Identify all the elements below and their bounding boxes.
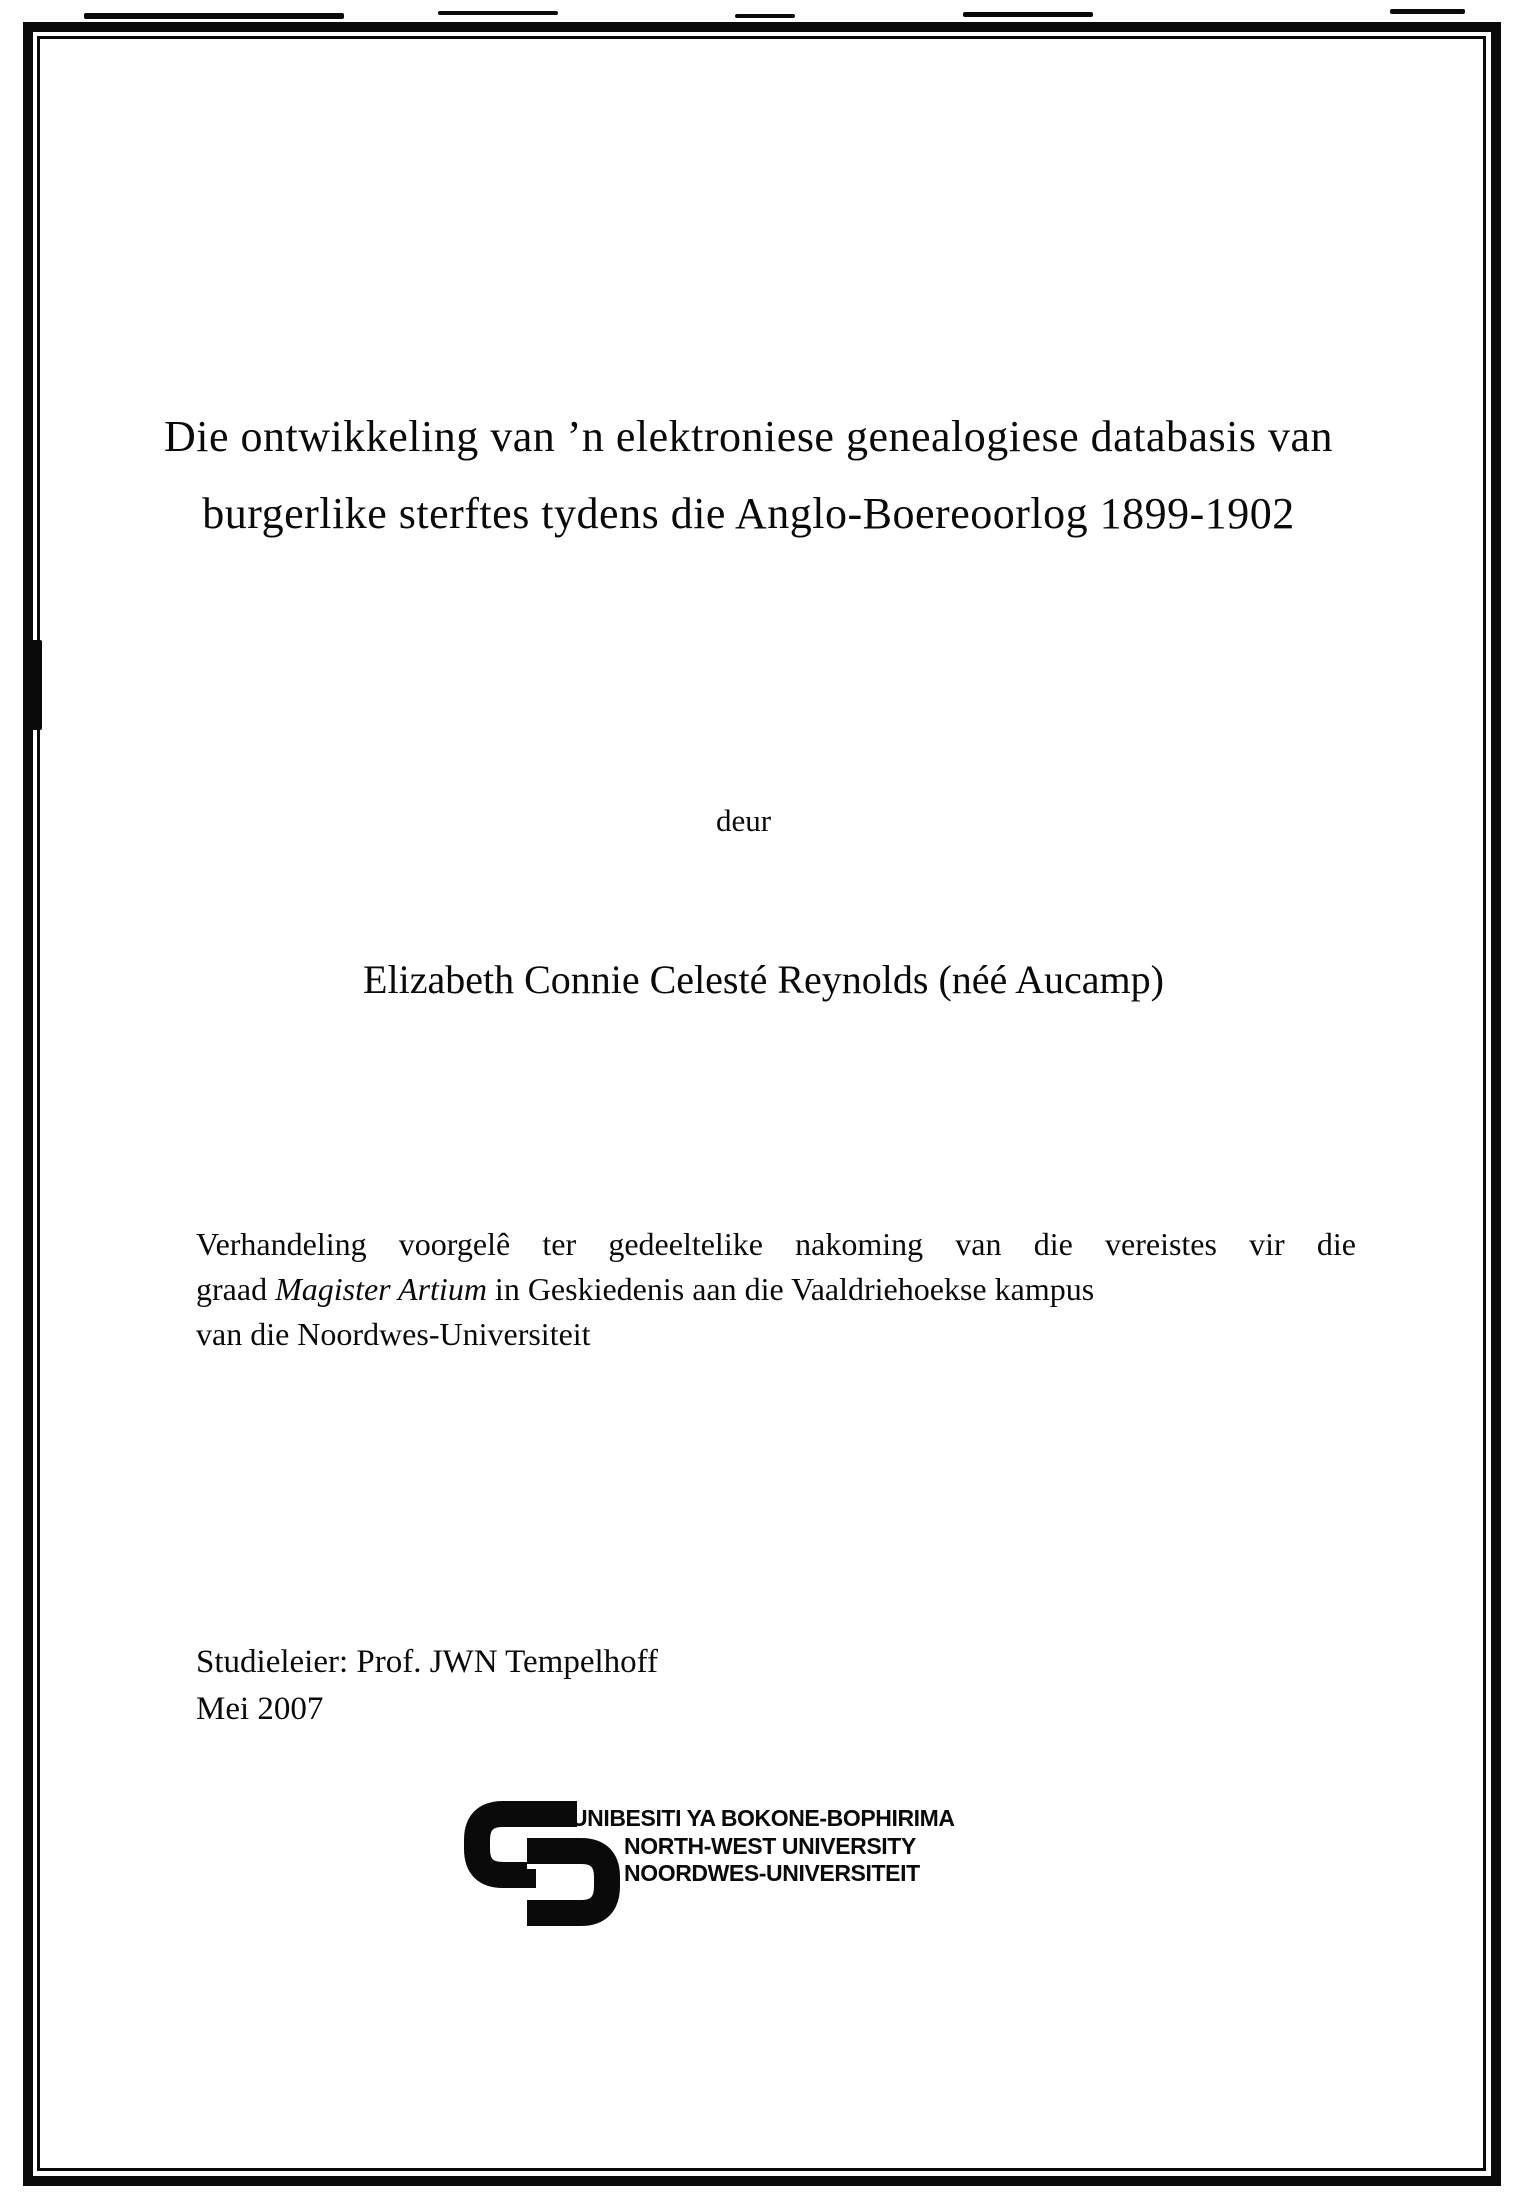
university-logo-wordmark <box>556 1805 955 1888</box>
degree-statement-line2-suffix: in Geskiedenis aan die Vaaldriehoekse kampus <box>486 1271 1095 1307</box>
logo-name-english: NORTH-WEST UNIVERSITY <box>624 1832 916 1859</box>
degree-statement-line2 <box>196 1267 1356 1312</box>
scan-artifact <box>28 640 42 730</box>
scan-artifact <box>1390 9 1465 14</box>
author-name: Elizabeth Connie Celesté Reynolds (néé Aucamp) <box>363 957 1164 1002</box>
degree-statement <box>196 1222 1356 1357</box>
scan-artifact <box>84 13 344 19</box>
scan-artifact <box>735 14 795 18</box>
logo-name-setswana: YUNIBESITI YA BOKONE-BOPHIRIMA <box>556 1805 955 1831</box>
date-line: Mei 2007 <box>196 1691 324 1727</box>
byline-label: deur <box>715 803 772 838</box>
degree-statement-line1: Verhandeling voorgelê ter gedeeltelike nakoming van die vereistes vir die <box>196 1226 1356 1262</box>
supervisor-line: Studieleier: Prof. JWN Tempelhoff <box>196 1644 659 1680</box>
degree-statement-line2-prefix: graad <box>196 1271 276 1307</box>
thesis-title-line1: Die ontwikkeling van ’n elektroniese genealogiese databasis van <box>163 412 1333 461</box>
scan-artifact <box>438 11 558 15</box>
thesis-title <box>120 398 1377 552</box>
thesis-title-line2: burgerlike sterftes tydens die Anglo-Boereoorlog 1899-1902 <box>202 489 1295 538</box>
scan-artifact <box>963 12 1093 17</box>
logo-name-afrikaans: NOORDWES-UNIVERSITEIT <box>624 1860 920 1886</box>
degree-name-italic: Magister Artium <box>275 1271 487 1307</box>
degree-statement-line3: van die Noordwes-Universiteit <box>196 1316 591 1352</box>
